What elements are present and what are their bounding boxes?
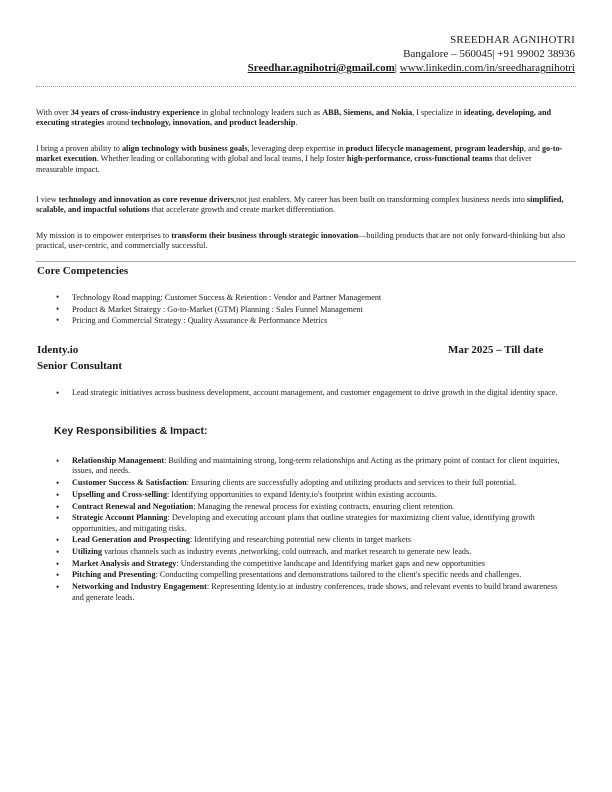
responsibility-text: : Conducting compelling presentations and demonstrations tailored to the client's specific needs and challenges. (155, 570, 522, 580)
text-run: , leveraging deep expertise in (247, 144, 346, 153)
bold-phrase: align technology with business goals (121, 144, 248, 153)
text-run: around (104, 118, 132, 128)
bold-phrase: go-to-market execution (36, 144, 563, 164)
responsibility-title: Market Analysis and Strategy (72, 558, 177, 568)
bold-phrase: program leadership (454, 144, 524, 153)
text-run: that deliver measurable impact. (36, 154, 532, 174)
job-intro: • Lead strategic initiatives across business development, account management, and customer engagement to drive growth in the digital identity space. (36, 388, 566, 398)
job-company: Identy.io (37, 344, 79, 356)
responsibility-title: Customer Success & Satisfaction (72, 478, 187, 488)
responsibility-title: Networking and Industry Engagement (72, 582, 207, 592)
summary-paragraph-1 (36, 108, 566, 129)
text-run: . Whether leading or collaborating with global and local teams, I help foster (96, 154, 347, 164)
responsibility-text: : Identifying and researching potential new clients in target markets (189, 535, 411, 545)
contact-line (248, 61, 575, 76)
resume-header (248, 33, 575, 76)
text-run: —building products that are not only forward-thinking but also practical, user-centric, and commercially successful. (36, 231, 566, 251)
candidate-name: SREEDHAR AGNIHOTRI (450, 34, 575, 46)
text-run: My mission is to empower enterprises to (36, 231, 172, 240)
responsibility-title: Strategic Account Planning (72, 513, 168, 523)
bold-phrase: high-performance, cross-functional teams (346, 154, 493, 164)
location-phone: Bangalore – 560045| +91 99002 38936 (403, 48, 575, 60)
linkedin-link[interactable]: www.linkedin.com/in/sreedharagnihotri (399, 62, 575, 74)
section-divider (36, 261, 576, 262)
email-link[interactable]: Sreedhar.agnihotri@gmail.com (247, 62, 395, 74)
contact-separator: | (394, 62, 397, 74)
responsibility-item (36, 513, 566, 534)
core-competencies-title: Core Competencies (37, 265, 129, 277)
responsibility-item (36, 502, 566, 512)
bold-phrase: ABB, Siemens, and Nokia (322, 108, 413, 117)
core-competencies-list (36, 292, 566, 327)
bold-phrase: 34 years of cross-industry experience (70, 108, 200, 117)
responsibility-text: : Managing the renewal process for existing contracts, ensuring client retention. (193, 501, 455, 511)
responsibility-item (36, 547, 566, 557)
text-run: With over (36, 108, 71, 117)
responsibility-item (36, 559, 566, 569)
responsibility-title: Utilizing (72, 547, 103, 557)
text-run: , and (523, 144, 542, 153)
responsibility-item (36, 478, 566, 488)
text-run: . (295, 118, 298, 128)
summary-paragraph-4 (36, 231, 566, 252)
summary-paragraph-3 (36, 195, 566, 216)
bold-phrase: product lifecycle management (345, 144, 451, 153)
bold-phrase: transform their business through strategic innovation (171, 231, 359, 240)
bold-phrase: technology and innovation as core revenue drivers (58, 195, 235, 204)
responsibility-item (36, 456, 566, 477)
responsibility-text: : Developing and executing account plans that outline strategies for maximizing client value, identifying growth opportunities, and mitigating risks. (72, 513, 535, 533)
responsibility-text: various channels such as industry events ,networking, cold outreach, and market research to generate new leads. (102, 547, 472, 557)
job-intro-list (36, 388, 566, 400)
responsibilities-title: Key Responsibilities & Impact: (54, 425, 208, 437)
responsibility-item (36, 535, 566, 545)
text-run: I bring a proven ability to (36, 144, 122, 153)
responsibility-text: : Understanding the competitive landscape and Identifying market gaps and new opportunities (176, 558, 485, 568)
bold-phrase: technology, innovation, and product leadership (131, 118, 296, 128)
responsibility-text: : Representing Identy.io at industry conferences, trade shows, and relevant events to build brand awareness and generate leads. (72, 582, 558, 602)
job-role: Senior Consultant (37, 360, 123, 372)
text-run: ,not just enablers. My career has been built on transforming complex business needs into (234, 195, 527, 204)
responsibility-title: Relationship Management (72, 456, 165, 465)
competency-item: • Technology Road mapping: Customer Success & Retention : Vendor and Partner Management (36, 292, 566, 304)
responsibility-item (36, 570, 566, 580)
text-run: , I specialize in (412, 108, 464, 117)
summary-paragraph-2 (36, 144, 566, 175)
bold-phrase: simplified, scalable, and impactful solutions (36, 195, 564, 215)
responsibility-title: Contract Renewal and Negotiation (72, 501, 194, 511)
responsibility-item (36, 490, 566, 500)
responsibility-item (36, 582, 566, 603)
responsibility-text: : Identifying opportunities to expand Identy.io's footprint within existing accounts. (166, 489, 437, 499)
text-run: that accelerate growth and create market differentiation. (149, 205, 336, 215)
text-run: in global technology leaders such as (199, 108, 323, 117)
competency-item: • Product & Market Strategy : Go-to-Market (GTM) Planning : Sales Funnel Management (36, 304, 566, 316)
responsibility-title: Lead Generation and Prospecting (72, 535, 190, 545)
competency-item: • Pricing and Commercial Strategy : Quality Assurance & Performance Metrics (36, 315, 566, 327)
responsibility-title: Pitching and Presenting (72, 570, 156, 580)
responsibilities-list (36, 456, 566, 604)
responsibility-title: Upselling and Cross-selling (72, 489, 167, 499)
job-dates: Mar 2025 – Till date (448, 344, 544, 356)
text-run: , (450, 144, 455, 153)
text-run: I view (36, 195, 59, 204)
responsibility-text: : Ensuring clients are successfully adopting and utilizing products and services to their full potential. (186, 478, 517, 488)
header-divider (36, 86, 576, 87)
responsibility-text: : Building and maintaining strong, long-term relationships and Acting as the primary point of contact for client inquiries, issues, and needs. (72, 456, 560, 476)
bold-phrase: ideating, developing, and executing strategies (36, 108, 552, 128)
